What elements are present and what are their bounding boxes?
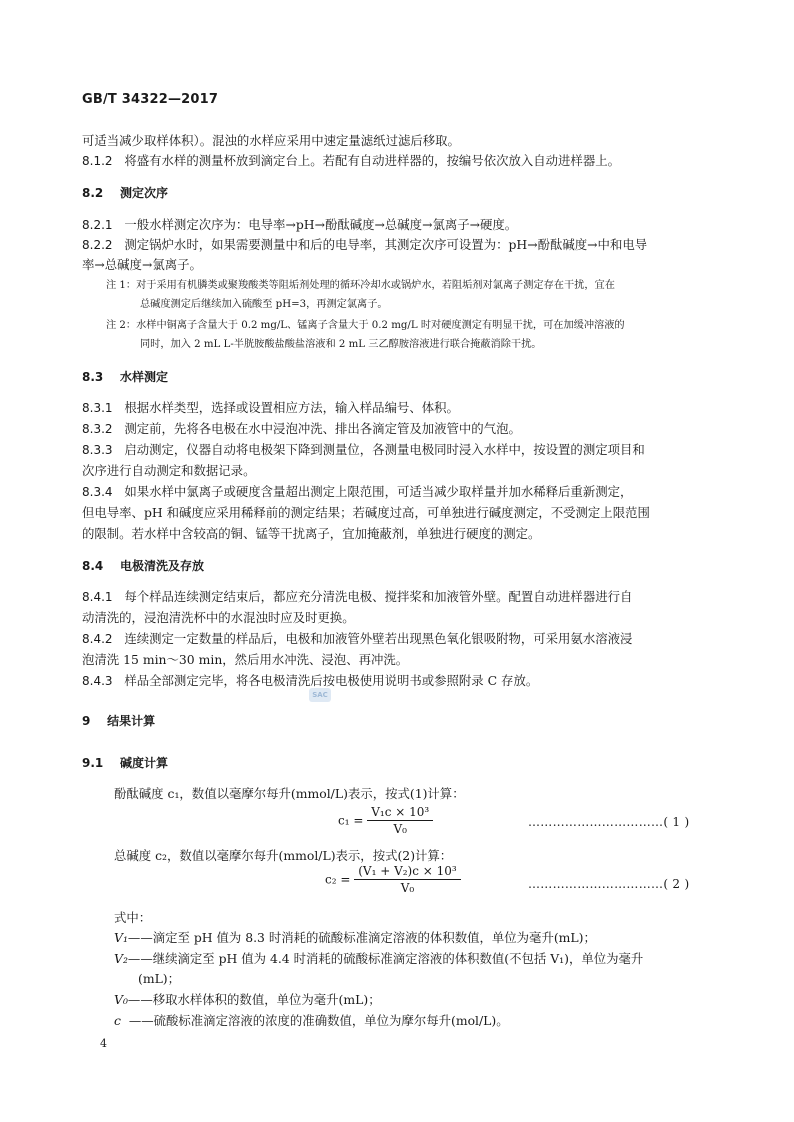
clause-8-2-2 (82, 235, 647, 255)
clause-8-3-4-line3: 的限制。若水样中含较高的铜、锰等干扰离子，宜加掩蔽剂，单独进行硬度的测定。 (82, 526, 541, 541)
section-9-heading (82, 712, 155, 729)
variable-c (114, 1011, 509, 1031)
clause-number: 8.2.2 (82, 238, 113, 252)
variable-symbol: V₂ (114, 951, 128, 966)
clause-8-3-3-line2: 次序进行自动测定和数据记录。 (82, 463, 256, 478)
note-1-line2: 总碱度测定后继续加入硫酸至 pH=3，再测定氯离子。 (140, 299, 388, 310)
section-title: 电极清洗及存放 (119, 559, 204, 573)
clause-number: 8.4.3 (82, 674, 113, 688)
clause-text-line1: 如果水样中氯离子或硬度含量超出测定上限范围，可适当减少取样量并加水稀释后重新测定， (124, 484, 633, 499)
clause-number: 8.3.3 (82, 443, 113, 457)
clause-8-4-1-line2: 动清洗的，浸泡清洗杯中的水混浊时应及时更换。 (82, 610, 355, 625)
clause-8-3-1 (82, 398, 459, 418)
section-number: 8.3 (82, 370, 104, 384)
formula-1-leader (528, 815, 689, 829)
clause-8-4-2-line2: 泡清洗 15 min～30 min，然后用水冲洗、浸泡、再冲洗。 (82, 652, 409, 667)
clause-text-line1: 每个样品连续测定结束后，都应充分清洗电极、搅拌桨和加液管外壁。配置自动进样器进行自 (124, 589, 633, 604)
section-title: 水样测定 (119, 370, 168, 384)
clause-number: 8.2.1 (82, 218, 113, 232)
variable-definition: ——移取水样体积的数值，单位为毫升(mL)； (127, 992, 381, 1007)
section-title: 碱度计算 (119, 756, 168, 770)
variable-symbol: V₁ (114, 930, 128, 945)
leader-dots: …………………………… (528, 815, 664, 829)
formula-fraction (367, 805, 433, 836)
where-label: 式中： (114, 910, 152, 925)
equation-number: ( 2 ) (663, 877, 690, 891)
variable-definition: ——硫酸标准滴定溶液的浓度的准确数值，单位为摩尔每升(mol/L)。 (128, 1013, 509, 1028)
clause-text-line1: 启动测定，仪器自动将电极架下降到测量位，各测量电极同时浸入水样中，按设置的测定项目和 (124, 442, 645, 457)
clause-text-line1: 测定锅炉水时，如果需要测量中和后的电导率，其测定次序可设置为：pH→酚酞碱度→中和电导 (124, 237, 648, 252)
section-number: 8.2 (82, 186, 104, 200)
variable-symbol: V₀ (114, 992, 128, 1007)
equation-number: ( 1 ) (663, 815, 690, 829)
formula-2-intro: 总碱度 c₂，数值以毫摩尔每升(mmol/L)表示，按式(2)计算： (114, 848, 453, 863)
section-title: 测定次序 (119, 186, 168, 200)
note-label: 注 1： (106, 280, 137, 291)
clause-text: 将盛有水样的测量杯放到滴定台上。若配有自动进样器的，按编号依次放入自动进样器上。 (124, 153, 620, 168)
formula-lhs: c₂ = (325, 872, 351, 887)
formula-1 (338, 805, 433, 836)
note-1 (106, 277, 615, 295)
formula-denominator: V₀ (400, 881, 415, 895)
page-number: 4 (100, 1037, 107, 1050)
section-number: 9.1 (82, 756, 104, 770)
section-number: 9 (82, 714, 91, 728)
leader-dots: …………………………… (528, 877, 664, 891)
variable-v2-line2: (mL)； (138, 971, 181, 986)
formula-lhs: c₁ = (338, 813, 364, 828)
sac-watermark-logo: SAC (309, 688, 331, 702)
note-text-line1: 对于采用有机膦类或聚羧酸类等阻垢剂处理的循环冷却水或锅炉水，若阻垢剂对氯离子测定存在干扰，宜在 (136, 280, 615, 291)
clause-8-3-3 (82, 440, 645, 460)
formula-2 (325, 864, 461, 895)
clause-number: 8.4.1 (82, 590, 113, 604)
note-label: 注 2： (106, 320, 137, 331)
clause-number: 8.3.2 (82, 422, 113, 436)
clause-text: 根据水样类型，选择或设置相应方法，输入样品编号、体积。 (124, 400, 459, 415)
variable-v2 (114, 949, 643, 969)
note-2 (106, 317, 625, 335)
note-text-line1: 水样中铜离子含量大于 0.2 mg/L、锰离子含量大于 0.2 mg/L 时对硬度测定有明显干扰，可在加缓冲溶液的 (136, 320, 625, 331)
clause-number: 8.3.4 (82, 485, 113, 499)
section-8-3-heading (82, 368, 168, 385)
formula-numerator: V₁c × 10³ (367, 805, 433, 821)
intro-line: 可适当减少取样体积）。混浊的水样应采用中速定量滤纸过滤后移取。 (82, 133, 460, 148)
formula-1-intro: 酚酞碱度 c₁，数值以毫摩尔每升(mmol/L)表示，按式(1)计算： (114, 786, 465, 801)
clause-8-3-4-line2: 但电导率、pH 和碱度应采用稀释前的测定结果；若碱度过高，可单独进行碱度测定，不受测定上限范围 (82, 505, 650, 520)
clause-number: 8.3.1 (82, 401, 113, 415)
clause-text: 测定前，先将各电极在水中浸泡冲洗、排出各滴定管及加液管中的气泡。 (124, 421, 521, 436)
note-2-line2: 同时，加入 2 mL L-半胱胺酸盐酸盐溶液和 2 mL 三乙醇胺溶液进行联合掩蔽消除干扰。 (140, 339, 542, 350)
clause-8-4-1 (82, 587, 632, 607)
section-title: 结果计算 (107, 714, 156, 728)
clause-text-line1: 连续测定一定数量的样品后，电极和加液管外壁若出现黑色氧化银吸附物，可采用氨水溶液浸 (124, 631, 633, 646)
clause-number: 8.1.2 (82, 154, 113, 168)
clause-text: 一般水样测定次序为：电导率→pH→酚酞碱度→总碱度→氯离子→硬度。 (124, 217, 518, 232)
section-number: 8.4 (82, 559, 104, 573)
clause-8-3-4 (82, 482, 632, 502)
section-9-1-heading (82, 754, 168, 771)
variable-definition-line1: ——继续滴定至 pH 值为 4.4 时消耗的硫酸标准滴定溶液的体积数值(不包括 V₁)，单位为毫升 (127, 951, 644, 966)
section-8-4-heading (82, 557, 204, 574)
clause-number: 8.4.2 (82, 632, 113, 646)
section-8-2-heading (82, 184, 168, 201)
standard-number: GB/T 34322—2017 (82, 92, 219, 107)
clause-8-1-2 (82, 151, 620, 171)
formula-numerator: (V₁ + V₂)c × 10³ (354, 864, 460, 880)
variable-symbol: c (114, 1013, 121, 1028)
clause-8-2-2-line2: 率→总碱度→氯离子。 (82, 257, 202, 272)
formula-2-leader (528, 877, 689, 891)
formula-denominator: V₀ (393, 822, 407, 836)
clause-text: 样品全部测定完毕，将各电极清洗后按电极使用说明书或参照附录 C 存放。 (124, 673, 539, 688)
formula-fraction (354, 864, 460, 895)
clause-8-4-2 (82, 629, 632, 649)
variable-definition: ——滴定至 pH 值为 8.3 时消耗的硫酸标准滴定溶液的体积数值，单位为毫升(mL)； (127, 930, 596, 945)
clause-8-2-1 (82, 215, 517, 235)
variable-v1 (114, 928, 596, 948)
variable-v0 (114, 990, 381, 1010)
clause-8-3-2 (82, 419, 521, 439)
